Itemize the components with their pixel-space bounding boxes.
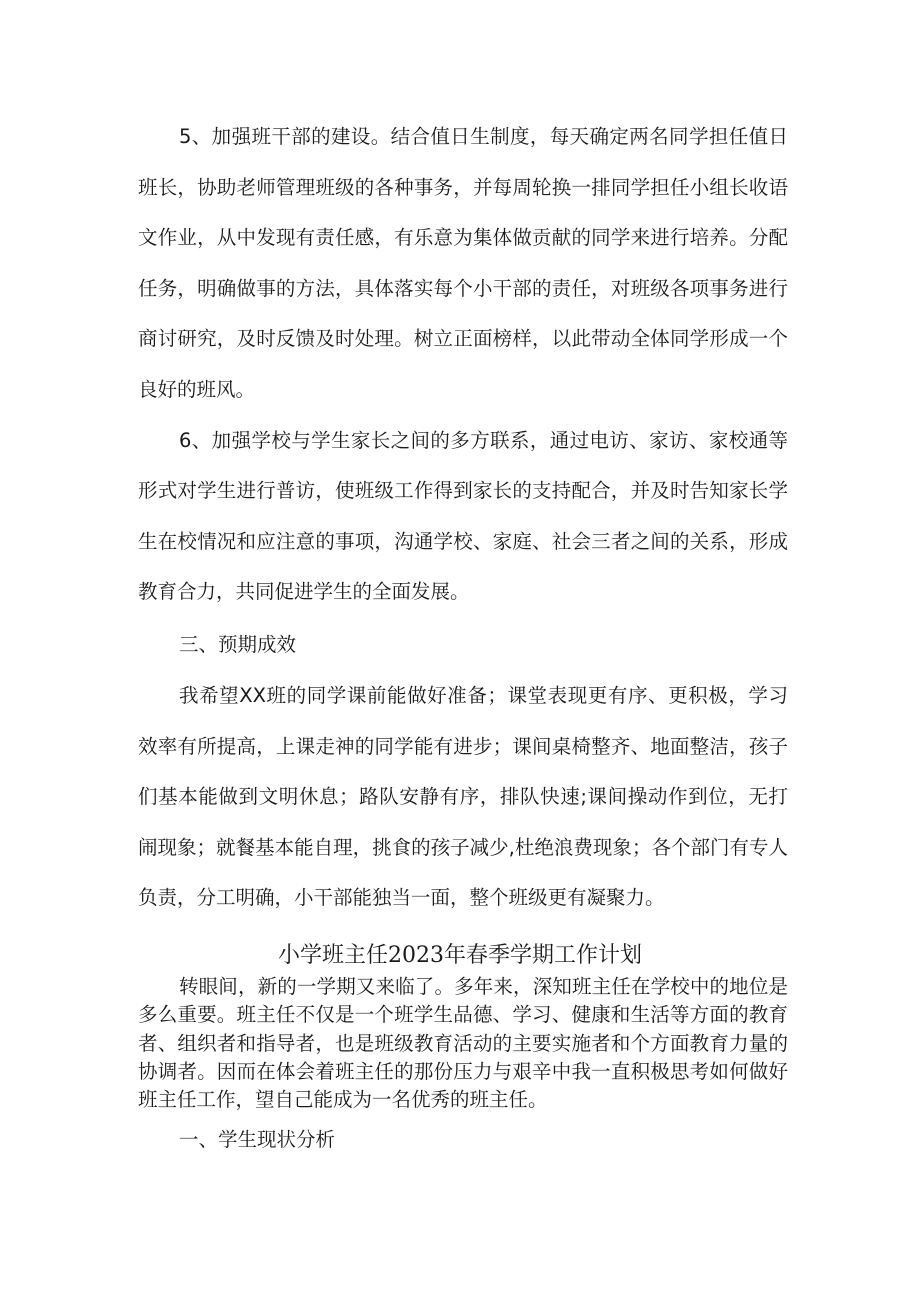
paragraph-expected-results: 我希望XX班的同学课前能做好准备；课堂表现更有序、更积极，学习效率有所提高，上课走神的同学能有进步；课间桌椅整齐、地面整洁，孩子们基本能做到文明休息；路队安静有序，排队快速;课间操动作到位，无打闹现象；就餐基本能自理，挑食的孩子减少,杜绝浪费现象；各个部门有专人负责，分工明确，小干部能独当一面，整个班级更有凝聚力。 (138, 684, 788, 910)
paragraph-item-5: 5、加强班干部的建设。结合值日生制度，每天确定两名同学担任值日班长，协助老师管理班级的各种事务，并每周轮换一排同学担任小组长收语文作业，从中发现有责任感，有乐意为集体做贡献的同学来进行培养。分配任务，明确做事的方法，具体落实每个小干部的责任，对班级各项事务进行商讨研究，及时反馈及时处理。树立正面榜样，以此带动全体同学形成一个良好的班风。 (138, 125, 788, 401)
expected-results-body (138, 671, 788, 924)
paragraph-item-6: 6、加强学校与学生家长之间的多方联系，通过电访、家访、家校通等形式对学生进行普访，使班级工作得到家长的支持配合，并及时告知家长学生在校情况和应注意的事项，沟通学校、家庭、社会三者之间的关系，形成教育合力，共同促进学生的全面发展。 (138, 428, 788, 604)
paragraph-intro: 转眼间，新的一学期又来临了。多年来，深知班主任在学校中的地位是多么重要。班主任不仅是一个班学生品德、学习、健康和生活等方面的教育者、组织者和指导者，也是班级教育活动的主要实施者和个方面教育力量的协调者。因而在体会着班主任的那份压力与艰辛中我一直积极思考如何做好班主任工作，望自己能成为一名优秀的班主任。 (138, 975, 788, 1112)
previous-section (138, 112, 788, 618)
student-analysis-section (138, 1125, 788, 1155)
expected-results-section (138, 630, 788, 660)
document-title: 小学班主任2023年春季学期工作计划 (278, 943, 642, 968)
section-heading-student-analysis: 一、学生现状分析 (179, 1128, 336, 1151)
intro-section (138, 973, 788, 1114)
section-heading-expected-results: 三、预期成效 (179, 633, 297, 656)
